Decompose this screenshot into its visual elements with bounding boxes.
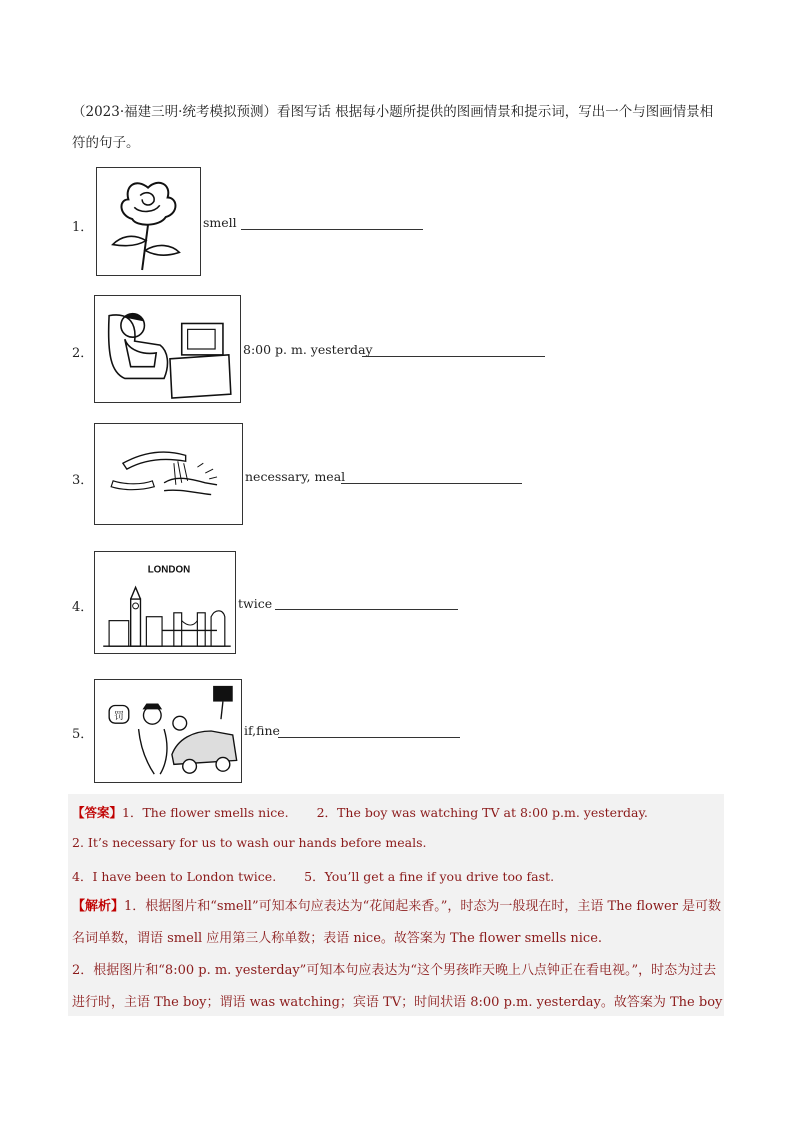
answer-1: 1．The flower smells nice.	[122, 805, 289, 820]
answer-tag: 【答案】	[72, 805, 123, 820]
london-skyline-icon	[94, 551, 236, 654]
analysis-1	[72, 891, 724, 955]
answer-blank	[241, 229, 423, 230]
answer-blank	[341, 483, 522, 484]
hint-text: necessary, meal	[245, 469, 346, 484]
question-number: 2．	[72, 346, 94, 361]
answer-line-3	[72, 867, 554, 885]
question-2	[72, 295, 732, 405]
answer-4: 4．I have been to London twice.	[72, 869, 277, 884]
answer-2: 2．The boy was watching TV at 8:00 p.m. yesterday.	[316, 805, 648, 820]
rose-icon	[96, 167, 201, 276]
hint-text: twice	[238, 596, 273, 611]
question-5	[72, 679, 732, 789]
question-number: 3．	[72, 473, 94, 488]
answer-line-2	[72, 835, 426, 850]
analysis-2	[72, 955, 724, 1019]
answer-3: 2. It’s necessary for us to wash our hands before meals.	[72, 835, 427, 850]
police-fine-icon	[94, 679, 242, 783]
hint-text: 8:00 p. m. yesterday	[243, 342, 373, 357]
fine-sign-text: 罚	[114, 711, 124, 723]
question-intro: （2023·福建三明·统考模拟预测）看图写话 根据每小题所提供的图画情景和提示词，写出一个与图画情景相符的句子。	[72, 104, 714, 151]
question-number: 4．	[72, 600, 94, 615]
hint-text: smell	[203, 215, 237, 230]
washing-hands-icon	[94, 423, 243, 525]
question-number: 1．	[72, 220, 94, 235]
answer-blank	[278, 737, 460, 738]
question-3	[72, 423, 732, 533]
analysis-text-1: 1．根据图片和“smell”可知本句应表达为“花闻起来香。”，时态为一般现在时，主语 The flower 是可数名词单数，谓语 smell 应用第三人称单数；表语 nice。故答案为 The flower smells nice.	[72, 899, 722, 946]
london-label: LONDON	[147, 564, 191, 576]
hint-text: if,fine	[244, 723, 280, 738]
answer-line-1	[72, 803, 648, 821]
analysis-tag: 【解析】	[72, 899, 125, 914]
boy-watching-tv-icon	[94, 295, 241, 403]
question-4	[72, 551, 732, 661]
answer-5: 5．You’ll get a fine if you drive too fast.	[304, 869, 555, 884]
question-1	[72, 167, 732, 277]
answer-blank	[275, 609, 458, 610]
analysis-text-2: 2．根据图片和“8:00 p. m. yesterday”可知本句应表达为“这个男孩昨天晚上八点钟正在看电视。”，时态为过去进行时，主语 The boy；谓语 was watching；宾语 TV；时间状语 8:00 p.m. yesterday。故答案为 The boy	[72, 963, 723, 1010]
answer-blank	[362, 356, 545, 357]
question-number: 5．	[72, 727, 94, 742]
